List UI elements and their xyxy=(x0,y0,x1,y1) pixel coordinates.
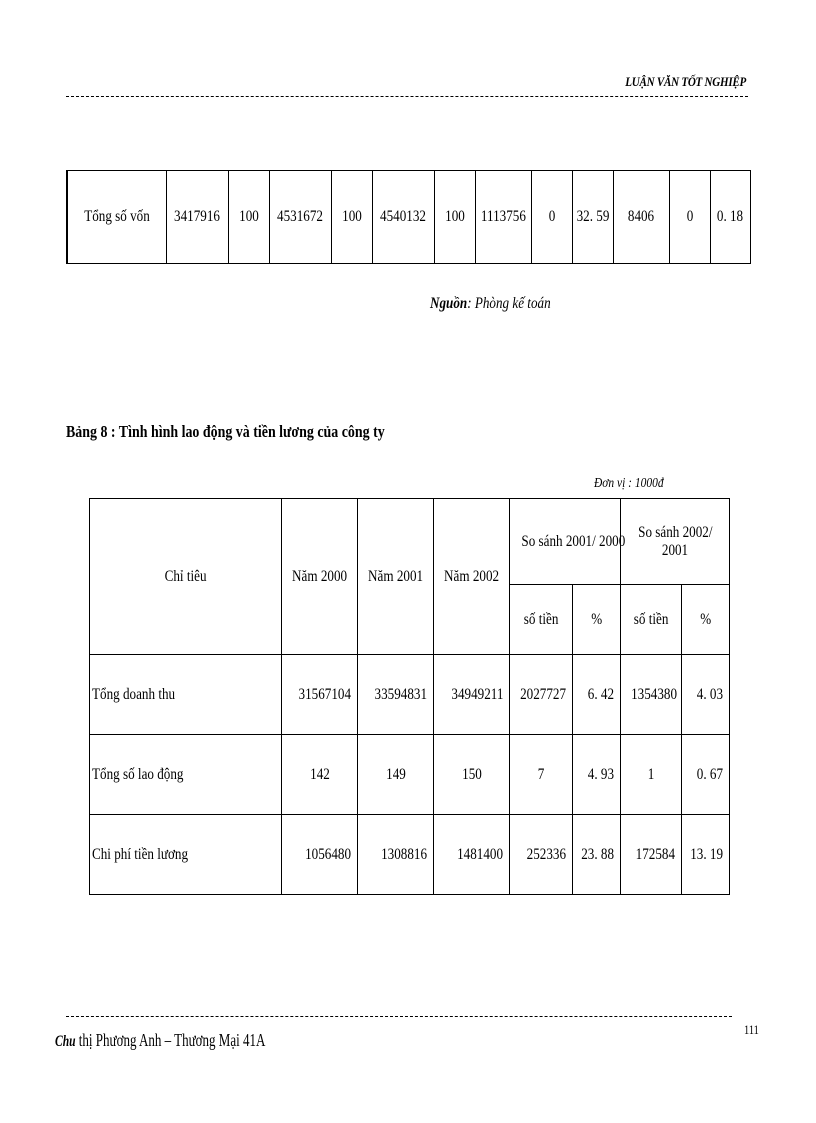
table-cell: 4540132 xyxy=(372,171,434,264)
table-cell: 1308816 xyxy=(358,815,434,895)
table-cell: 100 xyxy=(331,171,372,264)
table-cell: 31567104 xyxy=(282,655,358,735)
header-year-2001: Năm 2001 xyxy=(358,499,434,655)
table-cell: 7 xyxy=(510,735,573,815)
table-cell: 1056480 xyxy=(282,815,358,895)
table-row xyxy=(90,815,730,895)
table-cell: 1481400 xyxy=(434,815,510,895)
header-year-2002: Năm 2002 xyxy=(434,499,510,655)
table-cell: 33594831 xyxy=(358,655,434,735)
table-cell: 150 xyxy=(434,735,510,815)
table-cell: 4. 03 xyxy=(682,655,730,735)
table-cell: 4531672 xyxy=(269,171,331,264)
table-cell: Tổng số vốn xyxy=(67,171,166,264)
labor-salary-table xyxy=(89,498,730,895)
table-cell: 142 xyxy=(282,735,358,815)
table-cell: 149 xyxy=(358,735,434,815)
header-compare-2002-2001: So sánh 2002/ 2001 xyxy=(621,499,730,585)
row-label: Tổng số lao động xyxy=(90,735,282,815)
table-cell: 252336 xyxy=(510,815,573,895)
table-cell: 1354380 xyxy=(621,655,682,735)
table-row xyxy=(90,655,730,735)
table-cell: 100 xyxy=(228,171,269,264)
page-number: 111 xyxy=(744,1022,759,1037)
unit-note: Đơn vị : 1000đ xyxy=(594,476,664,491)
header-amount: số tiền xyxy=(621,585,682,655)
table-cell: 8406 xyxy=(613,171,669,264)
header-compare-2001-2000: So sánh 2001/ 2000 xyxy=(510,499,621,585)
table-cell: 2027727 xyxy=(510,655,573,735)
table-cell: 3417916 xyxy=(166,171,228,264)
table-cell: 34949211 xyxy=(434,655,510,735)
header-indicator: Chỉ tiêu xyxy=(90,499,282,655)
table-cell: 0. 18 xyxy=(710,171,750,264)
source-note xyxy=(430,295,577,313)
header-percent: % xyxy=(682,585,730,655)
table-cell: 6. 42 xyxy=(573,655,621,735)
header-year-2000: Năm 2000 xyxy=(282,499,358,655)
row-label: Chi phí tiền lương xyxy=(90,815,282,895)
table-cell: 13. 19 xyxy=(682,815,730,895)
running-header-title: LUẬN VĂN TỐT NGHIỆP xyxy=(625,74,746,89)
source-label: Nguồn xyxy=(430,295,468,312)
footer-divider xyxy=(66,1016,732,1017)
table-cell: 100 xyxy=(434,171,475,264)
footer-author xyxy=(55,1030,342,1051)
table-title: Bảng 8 : Tình hình lao động và tiền lương của công ty xyxy=(66,422,385,441)
table-header-row xyxy=(90,499,730,585)
source-text: : Phòng kế toán xyxy=(467,295,551,312)
author-mark: Chu xyxy=(55,1033,76,1050)
header-percent: % xyxy=(573,585,621,655)
table-cell: 172584 xyxy=(621,815,682,895)
table-row xyxy=(67,171,750,264)
row-label: Tổng doanh thu xyxy=(90,655,282,735)
capital-total-table xyxy=(66,170,751,264)
table-cell: 0 xyxy=(531,171,572,264)
table-cell: 1 xyxy=(621,735,682,815)
author-text: thị Phương Anh – Thương Mại 41A xyxy=(79,1030,266,1050)
table-cell: 0. 67 xyxy=(682,735,730,815)
table-cell: 4. 93 xyxy=(573,735,621,815)
header-divider xyxy=(66,96,748,97)
table-row xyxy=(90,735,730,815)
table-cell: 32. 59 xyxy=(572,171,613,264)
header-amount: số tiền xyxy=(510,585,573,655)
table-cell: 0 xyxy=(669,171,710,264)
table-cell: 1113756 xyxy=(475,171,531,264)
table-cell: 23. 88 xyxy=(573,815,621,895)
